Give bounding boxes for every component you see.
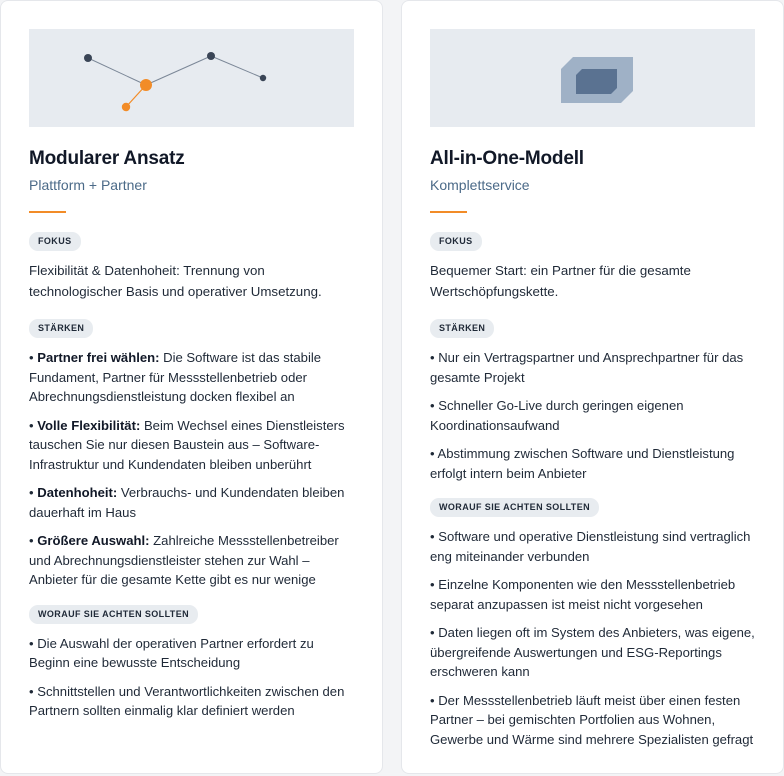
list-item: • Schneller Go-Live durch geringen eigenen Koordinationsaufwand xyxy=(430,398,684,433)
list-item: • Einzelne Komponenten wie den Messstellenbetrieb separat anzupassen ist meist nicht vorgesehen xyxy=(430,577,736,612)
card-title: All-in-One-Modell xyxy=(430,148,584,169)
list-item: • Abstimmung zwischen Software und Dienstleistung erfolgt intern beim Anbieter xyxy=(430,446,735,481)
watch-list xyxy=(29,634,354,721)
list-item: • Der Messstellenbetrieb läuft meist über einen festen Partner – bei gemischten Portfolien aus Wohnen, Gewerbe und Wärme sind mehrere Spezialisten gefragt xyxy=(430,692,754,747)
accent-divider xyxy=(29,211,66,213)
watch-tag: WORAUF SIE ACHTEN SOLLTEN xyxy=(430,498,599,517)
watch-list xyxy=(430,527,755,749)
list-item: • Partner frei wählen: Die Software ist das stabile Fundament, Partner für Messstellenbetrieb oder Abrechnungsdienstleistung docken flexibel an xyxy=(29,350,322,404)
list-item: • Software und operative Dienstleistung sind vertraglich eng miteinander verbunden xyxy=(430,529,751,564)
accent-divider xyxy=(430,211,467,213)
network-nodes-icon xyxy=(29,29,354,127)
card-subtitle: Komplettservice xyxy=(430,177,530,193)
focus-text: Flexibilität & Datenhoheit: Trennung von technologischer Basis und operativer Umsetzung. xyxy=(29,263,322,299)
list-item: • Die Auswahl der operativen Partner erfordert zu Beginn eine bewusste Entscheidung xyxy=(29,635,314,670)
watch-tag: WORAUF SIE ACHTEN SOLLTEN xyxy=(29,605,198,624)
strengths-list xyxy=(29,348,354,590)
list-item: • Datenhoheit: Verbrauchs- und Kundendaten bleiben dauerhaft im Haus xyxy=(29,485,345,520)
list-item: • Volle Flexibilität: Beim Wechsel eines Dienstleisters tauschen Sie nur diesen Baustein aus – Software-Infrastruktur und Kundendaten bleiben unberührt xyxy=(29,417,345,472)
focus-text: Bequemer Start: ein Partner für die gesamte Wertschöpfungskette. xyxy=(430,263,691,299)
list-item: • Nur ein Vertragspartner und Ansprechpartner für das gesamte Projekt xyxy=(430,350,744,385)
card-all-in-one xyxy=(401,0,784,774)
single-block-icon xyxy=(430,29,755,127)
card-title: Modularer Ansatz xyxy=(29,148,185,169)
card-subtitle: Plattform + Partner xyxy=(29,177,147,193)
focus-tag: FOKUS xyxy=(430,232,482,251)
card-modular xyxy=(0,0,383,774)
strengths-tag: STÄRKEN xyxy=(29,319,93,338)
card-illustration xyxy=(29,29,354,127)
list-item: • Größere Auswahl: Zahlreiche Messstellenbetreiber und Abrechnungsdienstleister stehen zur Wahl – Anbieter für die gesamte Kette gibt es nur wenige xyxy=(29,533,339,587)
list-item: • Daten liegen oft im System des Anbieters, was eigene, übergreifende Auswertungen und ESG-Reportings erschweren kann xyxy=(430,625,755,679)
card-illustration xyxy=(430,29,755,127)
strengths-tag: STÄRKEN xyxy=(430,319,494,338)
strengths-list xyxy=(430,348,755,483)
focus-tag: FOKUS xyxy=(29,232,81,251)
list-item: • Schnittstellen und Verantwortlichkeiten zwischen den Partnern sollten einmalig klar definiert werden xyxy=(29,683,345,718)
